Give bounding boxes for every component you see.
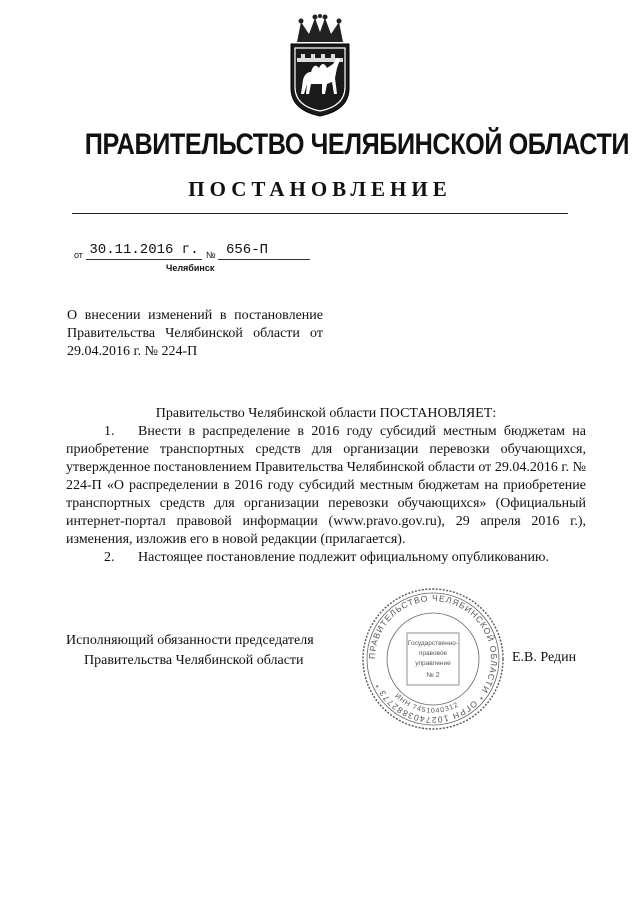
from-label: от bbox=[74, 250, 83, 260]
seal-inner-text-1: Государственно- bbox=[407, 640, 459, 647]
list-item bbox=[66, 549, 586, 567]
seal-inner-text-3: управление bbox=[415, 660, 451, 667]
document-type: ПОСТАНОВЛЕНИЕ bbox=[188, 177, 452, 201]
item-text: Настоящее постановление подлежит официальному опубликованию. bbox=[138, 550, 549, 565]
list-item bbox=[66, 423, 586, 549]
seal-inner-text-2: правовое bbox=[418, 650, 448, 657]
item-number: 2. bbox=[104, 550, 115, 565]
document-number: 656-П bbox=[218, 242, 310, 260]
item-number: 1. bbox=[104, 424, 115, 439]
city: Челябинск bbox=[166, 263, 215, 273]
document-date: 30.11.2016 г. bbox=[86, 242, 202, 260]
document-body bbox=[66, 405, 586, 567]
official-seal-icon bbox=[359, 585, 507, 733]
seal-bottom-text: ИНН 7451040312 bbox=[393, 692, 461, 715]
signatory-title bbox=[66, 631, 346, 671]
seal-inner-text-4: № 2 bbox=[426, 672, 440, 679]
signatory-title-line1: Исполняющий обязанности председателя bbox=[66, 633, 314, 648]
signatory-name: Е.В. Редин bbox=[512, 650, 577, 665]
government-title: ПРАВИТЕЛЬСТВО ЧЕЛЯБИНСКОЙ ОБЛАСТИ bbox=[84, 128, 630, 161]
header-divider bbox=[72, 213, 568, 214]
item-text: Внести в распределение в 2016 году субсидий местным бюджетам на приобретение транспортных средств для организации перевозки обучающихся, утвержденное постановлением Правительства Челябинской области от 29.04.2016 г. № 224-П «О распределении в 2016 году субсидий местным бюджетам на приобретение транспортных средств для организации перевозки обучающихся» (Официальный интернет-портал правовой информации (www.pravo.gov.ru), 29 апреля 2016 г.), изменения, изложив его в новой редакции (прилагается). bbox=[66, 424, 586, 547]
preamble: Правительство Челябинской области ПОСТАНОВЛЯЕТ: bbox=[155, 406, 497, 421]
coat-of-arms-icon bbox=[283, 14, 357, 118]
signatory-title-line2: Правительства Челябинской области bbox=[84, 653, 304, 668]
document-subject: О внесении изменений в постановление Правительства Челябинской области от 29.04.2016 г. № 224-П bbox=[67, 308, 323, 359]
number-label: № bbox=[206, 250, 216, 260]
date-number-row bbox=[66, 244, 326, 264]
seal-outer-text: ПРАВИТЕЛЬСТВО ЧЕЛЯБИНСКОЙ ОБЛАСТИ * ОГРН 1027403882773 * bbox=[366, 592, 500, 726]
